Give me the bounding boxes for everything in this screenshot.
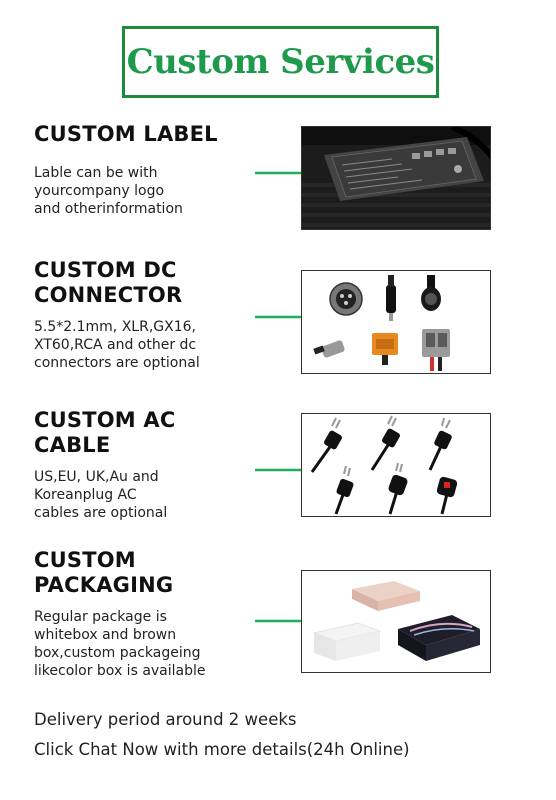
section-title: CUSTOM DC CONNECTOR <box>34 258 183 307</box>
section-title: CUSTOM AC CABLE <box>34 408 176 457</box>
delivery-note: Delivery period around 2 weeks <box>34 710 297 729</box>
chat-now-note: Click Chat Now with more details(24h Online) <box>34 740 410 759</box>
section-description: Regular package is whitebox and brown box,custom packageing likecolor box is available <box>34 609 206 679</box>
section-title: CUSTOM PACKAGING <box>34 548 174 597</box>
title-banner <box>122 26 439 98</box>
dc-connectors-photo <box>301 270 491 374</box>
packaging-boxes-photo <box>301 570 491 673</box>
section-description: 5.5*2.1mm, XLR,GX16, XT60,RCA and other dc connectors are optional <box>34 319 200 371</box>
section-description: Lable can be with yourcompany logo and otherinformation <box>34 165 183 217</box>
section-title: CUSTOM LABEL <box>34 122 218 146</box>
section-description: US,EU, UK,Au and Koreanplug AC cables are optional <box>34 469 168 521</box>
ac-plugs-photo <box>301 413 491 517</box>
charger-label-photo <box>301 126 491 230</box>
page-title: Custom Services <box>126 42 435 82</box>
